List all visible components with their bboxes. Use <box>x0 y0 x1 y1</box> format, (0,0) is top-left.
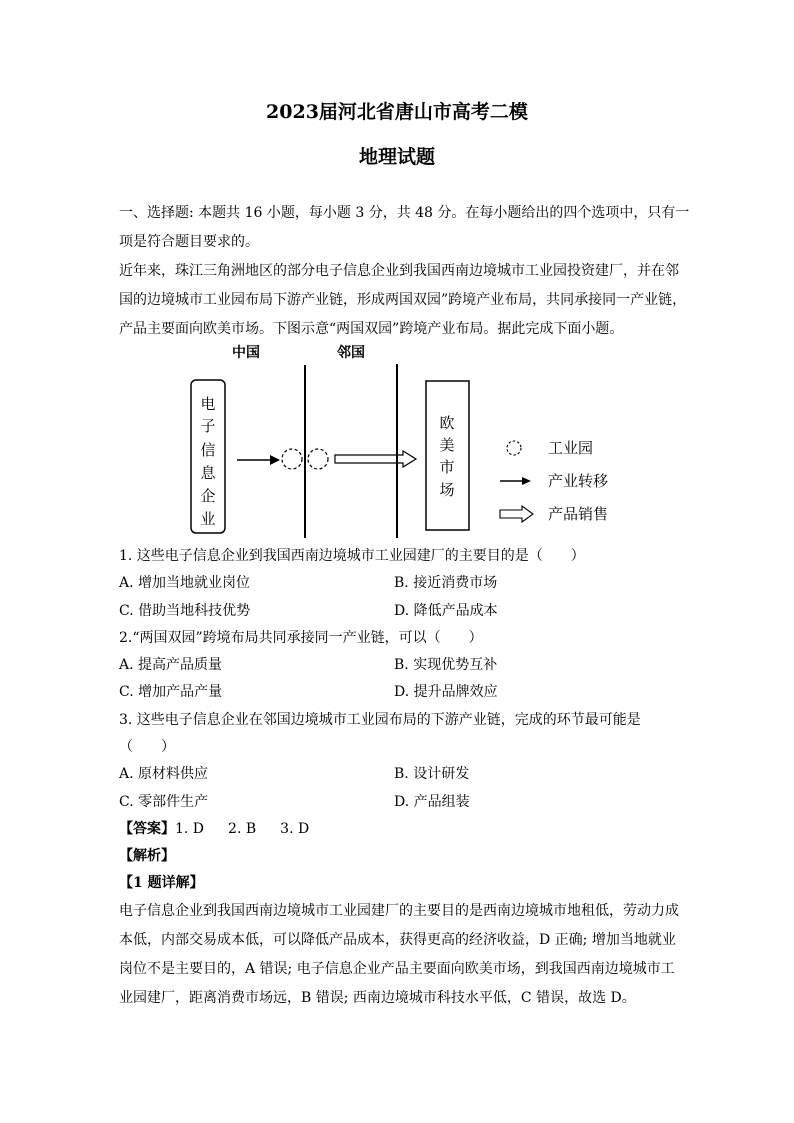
analysis-label: 【解析】 <box>119 848 175 864</box>
legend-park-label: 工业园 <box>548 439 594 457</box>
park-neighbor-icon <box>308 449 328 469</box>
passage-line-1: 近年来，珠江三角洲地区的部分电子信息企业到我国西南边境城市工业园投资建厂，并在邻 <box>119 263 679 279</box>
question-3-option-d: D. 产品组装 <box>394 794 470 810</box>
question-3-option-b: B. 设计研发 <box>394 766 470 782</box>
answer-1: 1. D <box>175 821 205 837</box>
question-1-option-b: B. 接近消费市场 <box>394 575 498 591</box>
passage-line-3: 产品主要面向欧美市场。下图示意“两国双园”跨境产业布局。据此完成下面小题。 <box>119 321 624 337</box>
question-2-option-a: A. 提高产品质量 <box>119 657 223 673</box>
legend-sales-label: 产品销售 <box>548 505 609 523</box>
market-char-1: 欧 <box>439 414 455 432</box>
enterprise-char-1: 电 <box>200 395 216 413</box>
answer-label: 【答案】 <box>119 821 175 837</box>
transfer-arrow-head <box>270 455 280 465</box>
sales-arrow <box>335 451 416 467</box>
question-1-option-a: A. 增加当地就业岗位 <box>119 575 251 591</box>
market-char-2: 美 <box>439 436 455 454</box>
enterprise-char-6: 业 <box>200 510 216 528</box>
question-3-stem-cont: （ ） <box>119 739 175 755</box>
question-2-option-c: C. 增加产品产量 <box>119 684 223 700</box>
analysis-line-2: 本低，内部交易成本低，可以降低产品成本，获得更高的经济收益，D 正确; 增加当地就业 <box>119 932 676 948</box>
market-box <box>426 381 469 530</box>
park-china-icon <box>282 449 302 469</box>
passage-line-2: 国的边境城市工业园布局下游产业链，形成两国双园”跨境产业布局，共同承接同一产业链， <box>119 292 687 308</box>
answer-3: 3. D <box>280 821 310 837</box>
analysis-line-3: 岗位不是主要目的，A 错误; 电子信息企业产品主要面向欧美市场，到我国西南边境城市工 <box>119 961 675 977</box>
enterprise-char-2: 子 <box>200 417 216 435</box>
analysis-line-1: 电子信息企业到我国西南边境城市工业园建厂的主要目的是西南边境城市地租低，劳动力成 <box>119 903 679 919</box>
question-1-option-c: C. 借助当地科技优势 <box>119 603 251 619</box>
instructions-line-2: 项是符合题目要求的。 <box>119 234 259 250</box>
legend-sales-icon <box>500 506 533 522</box>
page-subtitle: 地理试题 <box>358 146 435 168</box>
page-title: 2023届河北省唐山市高考二模 <box>266 101 528 123</box>
question-2-option-d: D. 提升品牌效应 <box>394 684 498 700</box>
question-3-stem: 3. 这些电子信息企业在邻国边境城市工业园布局的下游产业链，完成的环节最可能是 <box>119 712 641 728</box>
enterprise-char-4: 息 <box>200 464 216 482</box>
cross-border-diagram <box>0 0 794 560</box>
question-3-option-a: A. 原材料供应 <box>119 766 209 782</box>
market-char-3: 市 <box>439 458 455 476</box>
legend-transfer-arrowhead <box>522 477 531 485</box>
question-1-option-d: D. 降低产品成本 <box>394 603 498 619</box>
market-char-4: 场 <box>439 481 455 499</box>
legend-transfer-label: 产业转移 <box>548 472 609 490</box>
answer-row <box>119 819 309 839</box>
legend-park-icon <box>507 441 521 455</box>
question-2-stem: 2.“两国双园”跨境布局共同承接同一产业链，可以（ ） <box>119 630 483 646</box>
enterprise-char-5: 企 <box>200 487 216 505</box>
analysis-detail-label: 【1 题详解】 <box>119 875 204 891</box>
neighbor-label: 邻国 <box>337 345 365 361</box>
question-1-stem: 1. 这些电子信息企业到我国西南边境城市工业园建厂的主要目的是（ ） <box>119 548 585 564</box>
china-label: 中国 <box>232 345 260 361</box>
enterprise-char-3: 信 <box>200 441 216 459</box>
question-2-option-b: B. 实现优势互补 <box>394 657 498 673</box>
question-3-option-c: C. 零部件生产 <box>119 794 209 810</box>
instructions-line-1: 一、选择题: 本题共 16 小题，每小题 3 分，共 48 分。在每小题给出的四个选项中，只有一 <box>119 205 690 221</box>
answer-2: 2. B <box>228 821 257 837</box>
analysis-line-4: 业园建厂，距离消费市场远，B 错误; 西南边境城市科技水平低，C 错误，故选 D。 <box>119 990 636 1006</box>
